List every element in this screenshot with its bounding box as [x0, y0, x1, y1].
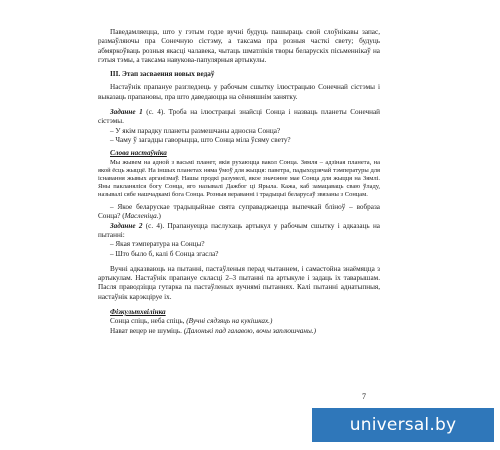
question-3-answer: Масленіца	[124, 212, 157, 221]
task2-label: Заданне 2	[110, 221, 143, 230]
phys-line-1-note: (Вучні сядзяць на кукішках.)	[186, 317, 273, 326]
phys-line-2-text: Нават вецер не шуміць.	[110, 326, 184, 335]
question-1: – У якім парадку планеты размешчаны адносна Сонца?	[110, 126, 281, 135]
task1-paragraph	[98, 108, 380, 127]
page-number: 7	[362, 392, 366, 401]
reading-paragraph: Вучні адказваюць на пытанні, пастаўленыя перад чытаннем, і самастойна знаёмяцца з артыкулам. Настаўнік прапануе скласці 2–3 пытанні па артыкуле і задаць іх таварышам. Пасля праводзіцца гутарка па пастаўленых вучнямі пытаннях. Калі пытанні аднатыпныя, настаўнік карэкціруе іх.	[98, 264, 380, 301]
question-3-end: .)	[156, 212, 161, 221]
phys-line-2-note: (Далонькі пад галавою, вочы заплюшчаны.)	[183, 326, 317, 335]
task2-paragraph	[98, 222, 380, 241]
phys-line-1-text: Сонца спіць, неба спіць,	[110, 317, 187, 326]
watermark-banner: universal.by	[312, 408, 494, 442]
question-2: – Чаму ў загадцы гаворыцца, што Сонца міла ўсяму свету?	[110, 135, 291, 144]
intro-paragraph: Паведамляецца, што у гэтым годзе вучні будуць пашыраць свой слоўнікавы запас, размаўляючы пра Сонечную сістэму, а таксама пра розныя часткі свету; будуць абмяркоўваць розныя якасці чалавека, чытаць шматлікія творы беларускіх пісьменнікаў на гэтыя тэмы, а таксама навукова-папулярныя артыкулы.	[98, 28, 380, 64]
question-3-text: – Якое беларускае традыцыйнае свята суправаджаецца выпечкай бліноў – вобраза Сонца? (	[98, 203, 380, 221]
teacher-word-text: Мы жывем на адной з васьмі планет, якія рухаюцца вакол Сонца. Зямля – адзіная планета, на якой ёсць жыццё. На іншых планетах няма ўмоў для жыцця: паветра, падыходзячай тэмпературы для існавання жывых арганізмаў. Нашы продкі разумелі, якое значэнне мае Сонца для жыцця на Зямлі. Яны пакланяліся богу Сонца, яго называлі Дажбог ці Ярыла. Кажа, каб замацаваць сваю ўладу, называлі сябе нашчадкамі бога Сонца. Розныя вераванні і традыцыі беларусаў звязаны з Сонцам.	[98, 158, 380, 198]
task2-text: (с. 4). Прапануецца паслухаць артыкул у рабочым сшытку і адказаць на пытанні:	[98, 221, 380, 239]
phys-heading: Фізкультхвілінка	[110, 308, 166, 316]
page-body	[98, 28, 380, 336]
section-heading: III. Этап засваення новых ведаў	[110, 70, 215, 79]
illustration-paragraph: Настаўнік прапануе разгледзець у рабочым сшытку ілюстрацыю Сонечнай сістэмы і выказаць прапановы, пра што даведаюцца на сённяшнім занятку.	[98, 83, 380, 101]
question-4: – Якая тэмпература на Сонцы?	[110, 240, 205, 249]
phys-line-1	[98, 317, 380, 326]
phys-line-2	[98, 327, 380, 336]
question-3	[98, 203, 380, 222]
teacher-word-heading: Слова настаўніка	[110, 149, 167, 158]
task1-text: (с. 4). Троба на ілюстрацыі знайсці Сонца і назваць планеты Сонечнай сістэмы.	[98, 108, 380, 126]
question-5: – Што было б, калі б Сонца згасла?	[110, 249, 219, 258]
task1-label: Заданне 1	[110, 108, 143, 117]
